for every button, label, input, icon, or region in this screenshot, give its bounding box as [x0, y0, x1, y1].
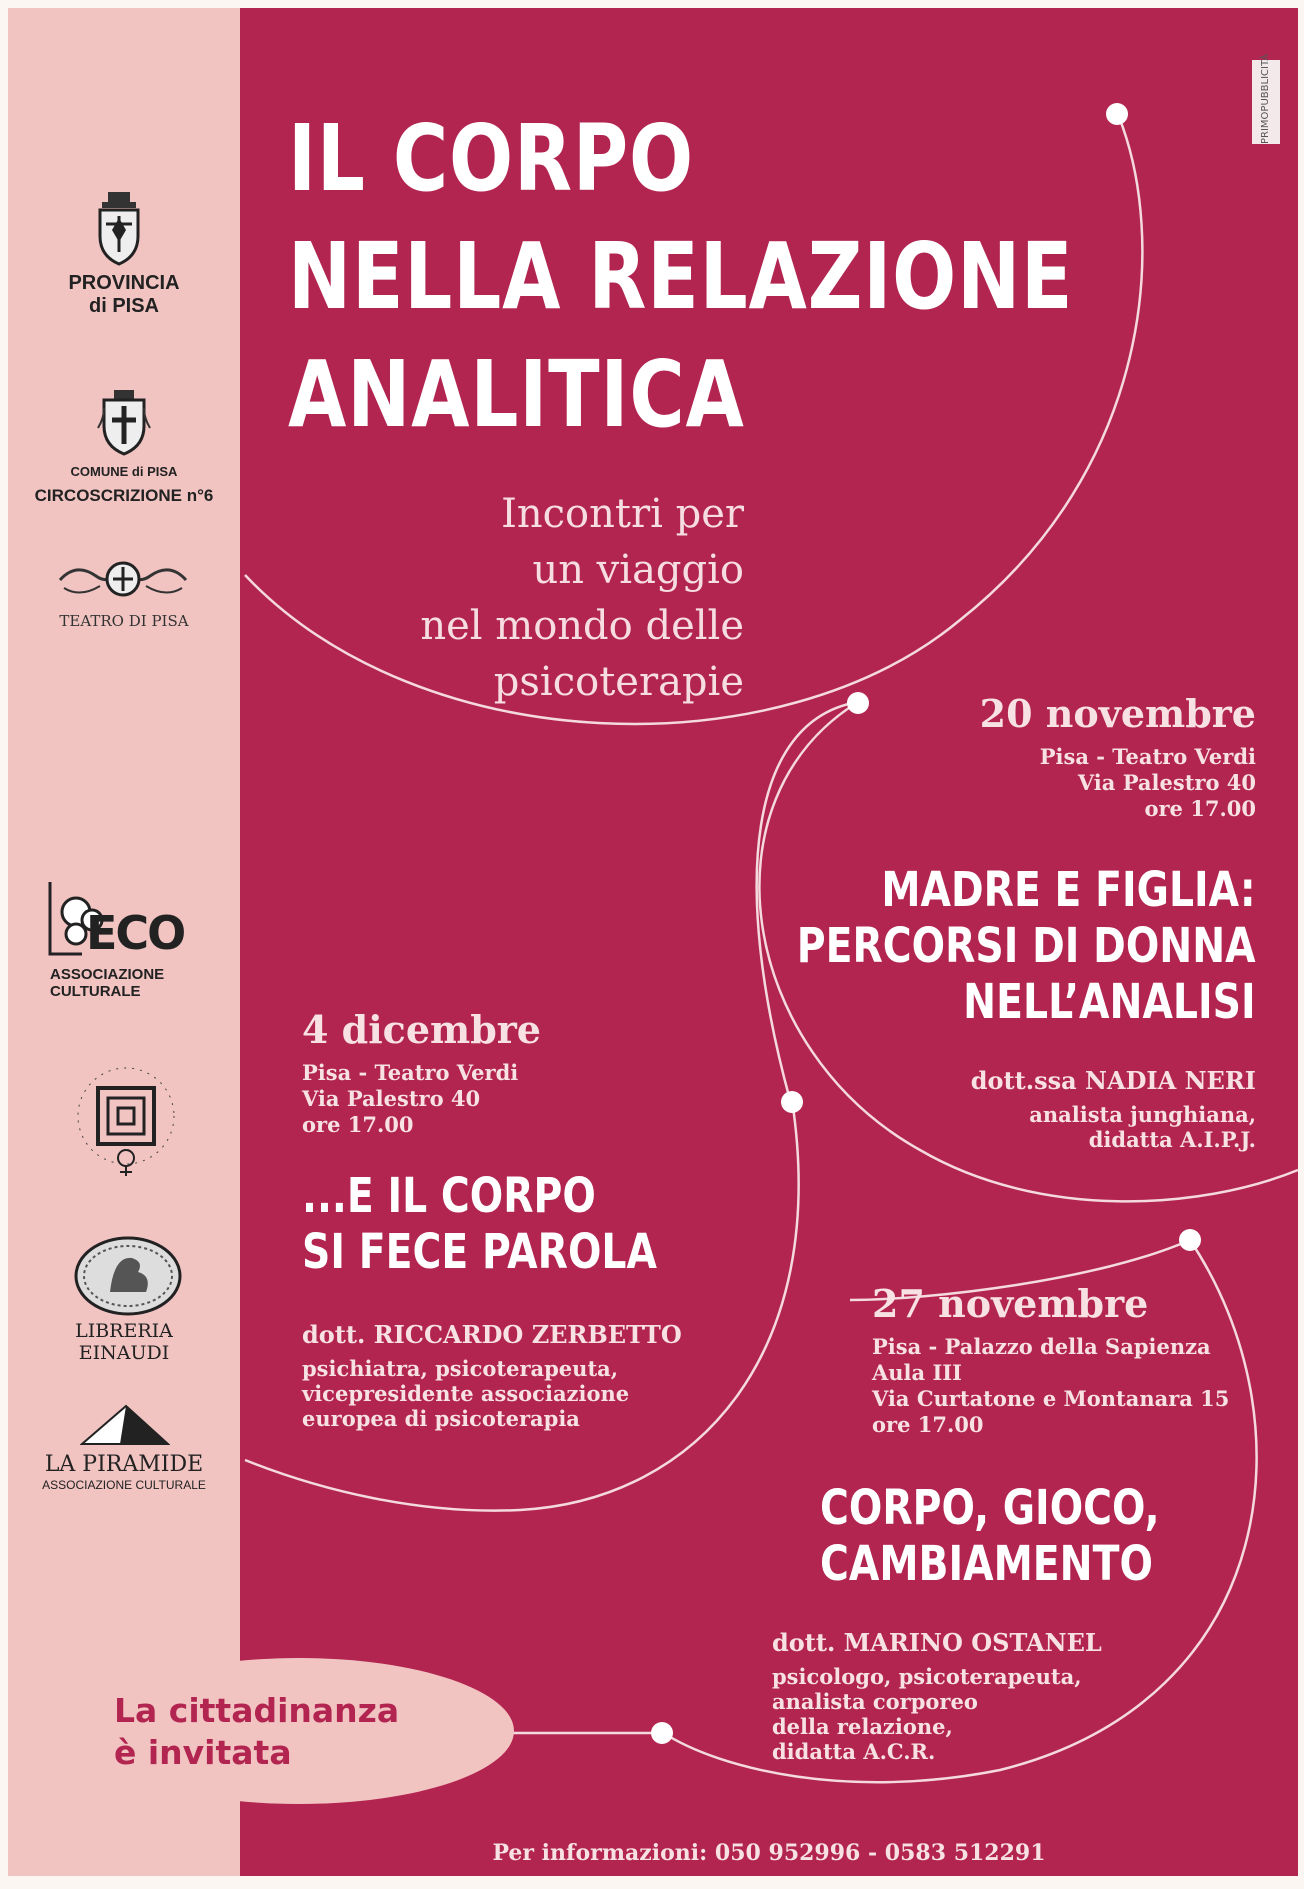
piramide-logo-icon — [80, 1404, 170, 1446]
title-line: NELLA RELAZIONE — [288, 223, 1074, 330]
talk-title-line: SI FECE PAROLA — [302, 1224, 657, 1280]
event-date: 4 dicembre — [302, 1007, 541, 1052]
venue-line: Via Palestro 40 — [302, 1086, 481, 1111]
teatro-emblem-icon — [56, 558, 190, 600]
libreria-label — [8, 1320, 240, 1364]
dot-4 — [1179, 1229, 1201, 1251]
venue-line: Pisa - Palazzo della Sapienza — [872, 1334, 1211, 1359]
speaker-role — [302, 1356, 682, 1431]
role-line: psicologo, psicoterapeuta, — [772, 1664, 1082, 1689]
event-1-title — [696, 862, 1256, 1030]
venue-line: Via Palestro 40 — [1077, 770, 1256, 795]
talk-title-line: NELL’ANALISI — [963, 974, 1256, 1030]
provincia-crest-icon — [96, 190, 142, 266]
talk-title-line: CAMBIAMENTO — [820, 1536, 1153, 1592]
role-line: didatta A.I.P.J. — [1088, 1127, 1256, 1152]
provincia-line: PROVINCIA — [68, 272, 180, 294]
speaker-role — [971, 1102, 1256, 1152]
libreria-line: LIBRERIA — [75, 1320, 173, 1342]
speaker-name: dott. MARINO OSTANEL — [772, 1628, 1102, 1657]
talk-title-line: PERCORSI DI DONNA — [797, 918, 1256, 974]
venue-line: ore 17.00 — [872, 1412, 984, 1437]
subtitle-line: psicoterapie — [493, 659, 744, 705]
casa-della-donna-seal-icon — [62, 1060, 190, 1178]
event-2-title — [820, 1480, 1234, 1592]
subtitle-line: Incontri per — [501, 491, 744, 537]
piramide-caption: ASSOCIAZIONE CULTURALE — [42, 1478, 206, 1492]
role-line: della relazione, — [772, 1714, 953, 1739]
speaker-role — [772, 1664, 1102, 1764]
role-line: psichiatra, psicoterapeuta, — [302, 1356, 619, 1381]
libreria-line: EINAUDI — [78, 1342, 170, 1364]
eco-caption — [50, 966, 164, 1000]
role-line: analista corporeo — [772, 1689, 978, 1714]
event-3-info — [302, 1008, 541, 1138]
role-line: europea di psicoterapia — [302, 1406, 580, 1431]
event-3-speaker — [302, 1320, 682, 1431]
comune-crest-icon — [96, 388, 152, 456]
dot-5 — [651, 1722, 673, 1744]
talk-title-line: CORPO, GIOCO, — [820, 1480, 1160, 1536]
provincia-label — [8, 272, 240, 318]
piramide-label: LA PIRAMIDE — [44, 1452, 204, 1477]
venue-line: ore 17.00 — [1144, 796, 1256, 821]
comune-label: COMUNE di PISA — [70, 464, 178, 479]
speaker-name: dott. RICCARDO ZERBETTO — [302, 1320, 682, 1349]
poster-subtitle — [344, 486, 744, 710]
role-line: analista junghiana, — [1029, 1102, 1256, 1127]
event-venue — [980, 744, 1256, 822]
talk-title-line: ...E IL CORPO — [302, 1168, 596, 1224]
contact-footer: Per informazioni: 050 952996 - 0583 512291 — [492, 1840, 1046, 1866]
dot-2 — [847, 692, 869, 714]
venue-line: Via Curtatone e Montanara 15 — [872, 1386, 1230, 1411]
subtitle-line: un viaggio — [532, 547, 744, 593]
poster-title — [288, 100, 1073, 454]
circoscrizione-label: CIRCOSCRIZIONE n°6 — [34, 486, 214, 505]
title-line: IL CORPO — [288, 105, 694, 212]
eco-logo-text: ECO — [86, 906, 185, 960]
eco-caption-line: ASSOCIAZIONE — [50, 966, 165, 983]
event-date: 20 novembre — [979, 691, 1256, 736]
subtitle-line: nel mondo delle — [420, 603, 744, 649]
third-event-circle-arc — [245, 1100, 799, 1511]
teatro-label: TEATRO DI PISA — [59, 612, 189, 630]
venue-line: Pisa - Teatro Verdi — [302, 1060, 519, 1085]
dot-1 — [1106, 103, 1128, 125]
event-1-info — [980, 692, 1256, 822]
venue-line: Aula III — [872, 1360, 962, 1385]
title-line: ANALITICA — [288, 341, 745, 448]
role-line: vicepresidente associazione — [302, 1381, 630, 1406]
event-3-title — [302, 1168, 735, 1280]
event-2-info — [872, 1282, 1229, 1438]
libreria-einaudi-logo-icon — [74, 1236, 182, 1316]
provincia-line: di PISA — [88, 295, 159, 317]
event-1-speaker — [971, 1066, 1256, 1152]
invitation-text — [114, 1690, 399, 1774]
event-date: 27 novembre — [872, 1281, 1149, 1326]
speaker-name: dott.ssa NADIA NERI — [970, 1066, 1256, 1095]
talk-title-line: MADRE E FIGLIA: — [881, 862, 1256, 918]
invitation-line: è invitata — [114, 1733, 292, 1772]
event-2-speaker — [772, 1628, 1102, 1764]
venue-line: Pisa - Teatro Verdi — [1039, 744, 1256, 769]
printer-mark-text: PRIMOPUBBLICITÀ — [1260, 53, 1271, 144]
invitation-line: La cittadinanza — [114, 1691, 400, 1730]
dot-3 — [781, 1091, 803, 1113]
role-line: didatta A.C.R. — [772, 1739, 936, 1764]
eco-caption-line: CULTURALE — [50, 983, 141, 1000]
event-venue — [872, 1334, 1229, 1438]
venue-line: ore 17.00 — [302, 1112, 414, 1137]
printer-mark — [1252, 53, 1280, 144]
event-venue — [302, 1060, 541, 1138]
